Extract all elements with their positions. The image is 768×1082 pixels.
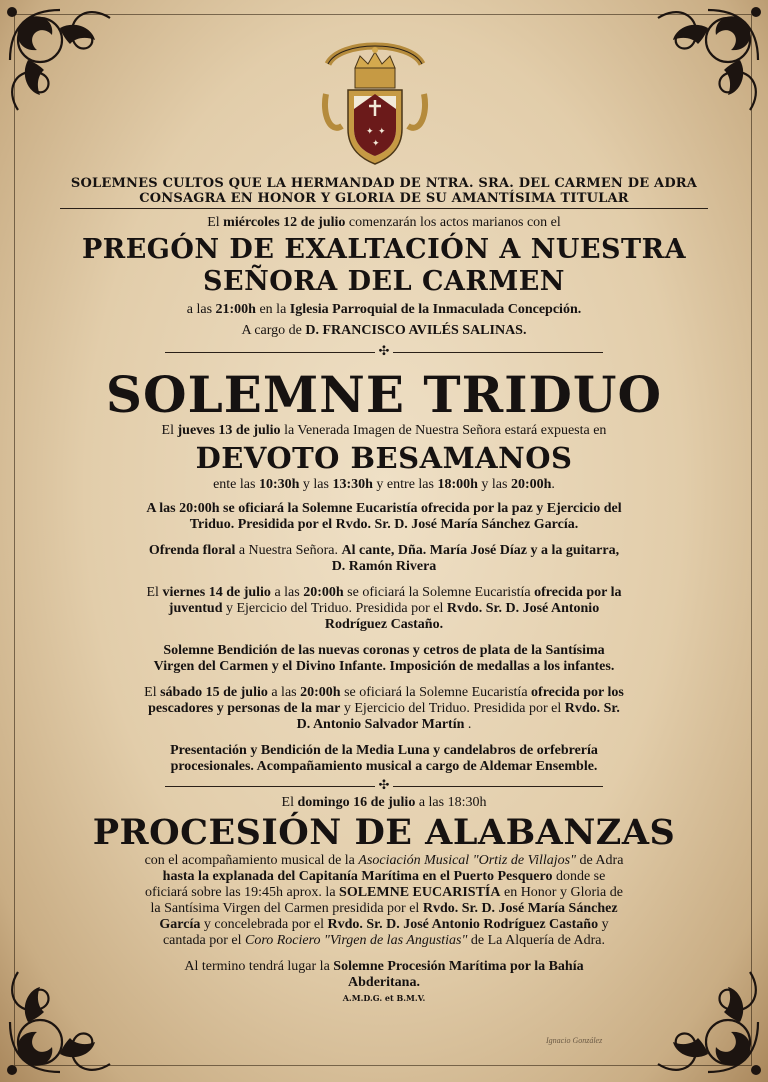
svg-text:✦: ✦ [366, 127, 374, 137]
ornament-icon: ✣ [378, 344, 390, 359]
corner-ornament-top-right [638, 0, 768, 130]
triduo-paragraph-5: El sábado 15 de julio a las 20:00h se oficiará la Solemne Eucaristía ofrecida por los pescadores y personas de la mar y Ejercicio del Triduo. Presidida por el Rvdo. Sr. D. Antonio Salvador Martín . [144, 685, 624, 732]
svg-text:✦: ✦ [378, 127, 386, 137]
amdg-motto: A.M.D.G. et B.M.V. [342, 993, 426, 1003]
triduo-paragraph-6: Presentación y Bendición de la Media Luna y candelabros de orfebrería procesionales. Acompañamiento musical a cargo de Aldemar Ensemble. [170, 743, 598, 774]
section-divider-1 [40, 345, 728, 359]
poster-content [40, 176, 728, 1003]
triduo-paragraph-4: Solemne Bendición de las nuevas coronas y cetros de plata de la Santísima Virgen del Carmen y el Divino Infante. Imposición de medallas a los infantes. [153, 643, 615, 674]
header-line-2: CONSAGRA EN HONOR Y GLORIA DE SU AMANTÍSIMA TITULAR [139, 191, 629, 206]
procesion-title: PROCESIÓN DE ALABANZAS [92, 812, 676, 853]
artist-signature: Ignacio González [546, 1036, 603, 1045]
besamanos-title: DEVOTO BESAMANOS [195, 441, 573, 475]
pregon-cargo: A cargo de D. FRANCISCO AVILÉS SALINAS. [241, 323, 527, 338]
procesion-details: con el acompañamiento musical de la Asociación Musical "Ortiz de Villajos" de Adra hasta la explanada del Capitanía Marítima en el Puerto Pesquero donde se oficiará sobre las 19:45h aprox. la SOLEMNE EUCARISTÍA en Honor y Gloria de la Santísima Virgen del Carmen presidida por el Rvdo. Sr. D. José María Sánchez García y concelebrada por el Rvdo. Sr. D. José Antonio Rodríguez Castaño y cantada por el Coro Rociero "Virgen de las Angustias" de La Alquería de Adra. [144, 853, 624, 948]
svg-text:✦: ✦ [372, 139, 380, 149]
header-line-1: SOLEMNES CULTOS QUE LA HERMANDAD DE NTRA. SRA. DEL CARMEN DE ADRA [70, 176, 698, 191]
header-rule [60, 208, 708, 209]
procesion-intro: El domingo 16 de julio a las 18:30h [281, 795, 487, 810]
corner-ornament-top-left [0, 0, 130, 130]
triduo-intro: El jueves 13 de julio la Venerada Imagen de Nuestra Señora estará expuesta en [161, 423, 607, 438]
procesion-final: Al termino tendrá lugar la Solemne Procesión Marítima por la Bahía Abderitana. [184, 959, 584, 990]
pregon-place: a las 21:00h en la Iglesia Parroquial de la Inmaculada Concepción. [186, 302, 582, 317]
ornament-icon: ✣ [378, 778, 390, 793]
pregon-title: PREGÓN DE EXALTACIÓN A NUESTRA SEÑORA DEL CARMEN [81, 234, 687, 297]
triduo-paragraph-3: El viernes 14 de julio a las 20:00h se oficiará la Solemne Eucaristía ofrecida por la juventud y Ejercicio del Triduo. Presidida por el Rvdo. Sr. D. José Antonio Rodríguez Castaño. [146, 585, 622, 632]
section-divider-2 [40, 779, 728, 793]
triduo-title: SOLEMNE TRIDUO [105, 365, 663, 424]
triduo-paragraph-2: Ofrenda floral a Nuestra Señora. Al cante, Dña. María José Díaz y a la guitarra, D. Ramón Rivera [148, 543, 620, 574]
triduo-paragraph-1: A las 20:00h se oficiará la Solemne Eucaristía ofrecida por la paz y Ejercicio del Triduo. Presidida por el Rvdo. Sr. D. José María Sánchez García. [146, 501, 622, 532]
pregon-intro: El miércoles 12 de julio comenzarán los actos marianos con el [207, 215, 561, 230]
besamanos-hours: ente las 10:30h y las 13:30h y entre las 18:00h y las 20:00h. [213, 477, 555, 492]
carmelite-crest-icon [320, 34, 430, 174]
